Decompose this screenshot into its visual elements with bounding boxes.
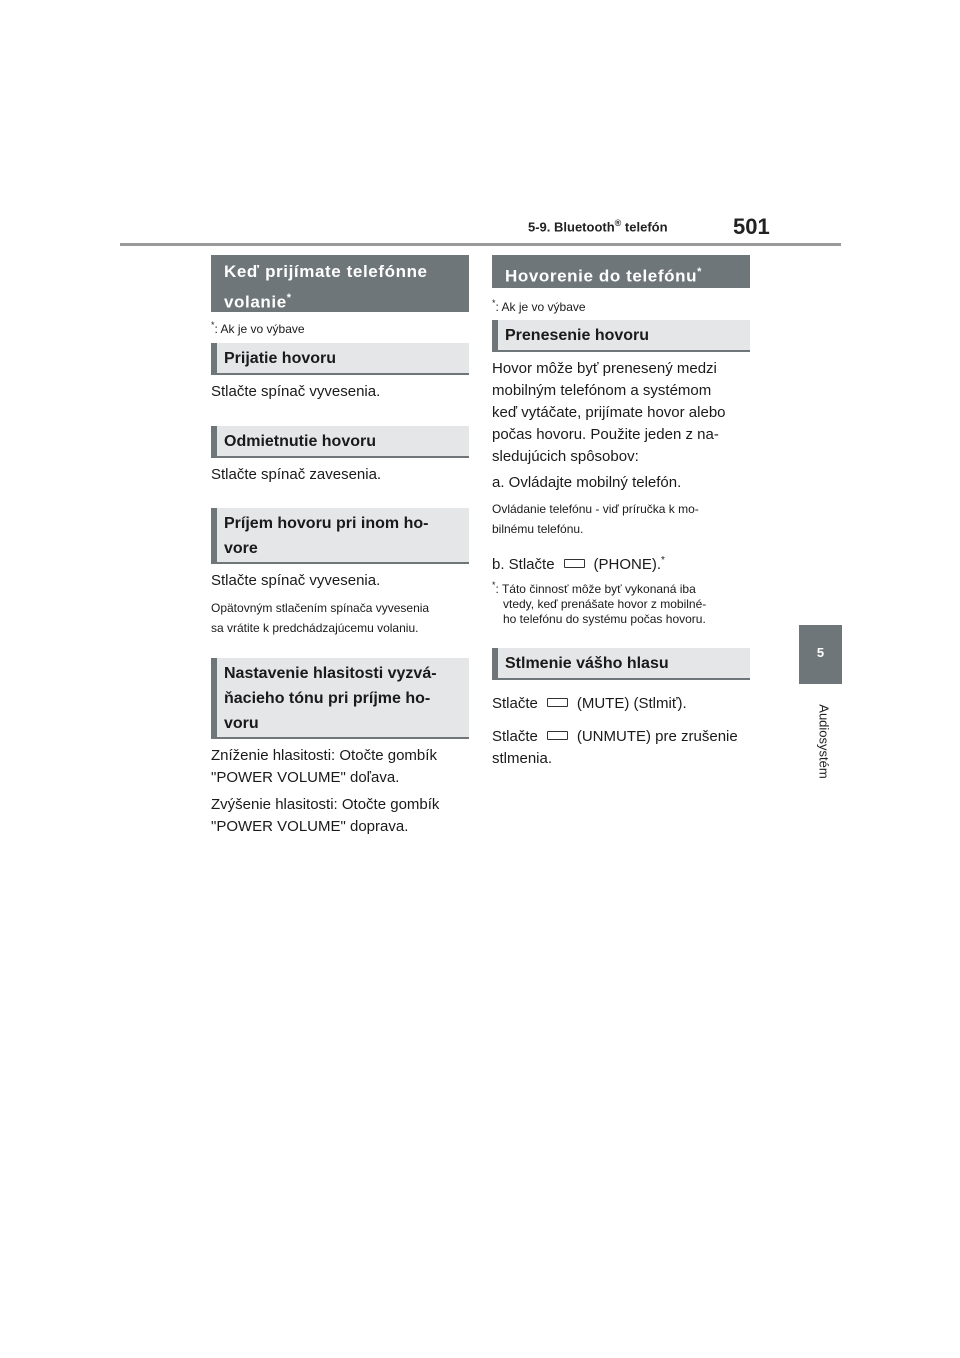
unmute-text [492, 726, 738, 770]
chapter-label: Audiosystém [816, 704, 832, 779]
subheading-ringtone-volume [211, 658, 469, 739]
volume-decrease-text [211, 745, 437, 789]
registered-mark: ® [614, 218, 622, 228]
ringtone-volume-title-line2: ňacieho tónu pri príjme ho- [224, 690, 431, 707]
main-heading-incoming-call [211, 255, 469, 312]
unmute-line2: stlmenia. [492, 750, 553, 767]
option-a-note-line2: bilnému telefónu. [492, 522, 584, 536]
footnote-line1-text: : Táto činnosť môže byť vykonaná iba [495, 582, 696, 596]
volume-decrease-line1: Zníženie hlasitosti: Otočte gombík [211, 747, 437, 764]
asterisk-mark: * [286, 292, 292, 304]
option-b-prefix: b. Stlačte [492, 556, 555, 573]
footnote-asterisk: * [492, 298, 496, 308]
subheading-answer-call: Prijatie hovoru [211, 343, 469, 375]
chapter-number: 5 [816, 645, 825, 660]
section-title-prefix: 5-9. Bluetooth [528, 219, 615, 235]
subheading-reject-call: Odmietnutie hovoru [211, 426, 469, 458]
volume-increase-line1: Zvýšenie hlasitosti: Otočte gombík [211, 796, 440, 813]
option-b-footnote-line2: vtedy, keď prenášate hovor z mobilné- [503, 597, 707, 611]
option-b-suffix: (PHONE). [593, 556, 662, 573]
unmute-prefix: Stlačte [492, 728, 538, 745]
call-transfer-line: keď vytáčate, prijímate hovor alebo [492, 404, 726, 421]
subheading-call-waiting [211, 508, 469, 564]
main-heading-line1: Keď prijímate telefónne [224, 262, 428, 281]
mute-text [492, 693, 687, 715]
phone-button-icon [564, 559, 585, 568]
section-title-suffix: telefón [621, 219, 668, 235]
main-heading-line2: volanie [224, 292, 287, 312]
option-b-footnote-line1 [492, 578, 762, 597]
call-waiting-note-line2: sa vrátite k predchádzajúcemu volaniu. [211, 621, 419, 635]
footnote-equipment [211, 318, 305, 337]
option-b-footnote [492, 578, 762, 627]
main-heading-talking [492, 255, 750, 288]
asterisk-mark: * [697, 266, 702, 278]
option-a-note [492, 499, 762, 539]
call-transfer-line: počas hovoru. Použite jeden z na- [492, 426, 719, 443]
footnote-equipment-right [492, 296, 586, 315]
volume-increase-line2: "POWER VOLUME" doprava. [211, 818, 409, 835]
unmute-suffix: (UNMUTE) pre zrušenie [576, 728, 738, 745]
option-a-text: a. Ovládajte mobilný telefón. [492, 474, 682, 491]
footnote-asterisk: * [492, 580, 496, 590]
volume-increase-text [211, 794, 439, 838]
mute-suffix: (MUTE) (Stlmiť). [576, 695, 687, 712]
ringtone-volume-title-line1: Nastavenie hlasitosti vyzvá- [224, 665, 437, 682]
option-b-text [492, 550, 665, 576]
call-waiting-text: Stlačte spínač vyvesenia. [211, 572, 381, 589]
page-number: 501 [733, 214, 770, 239]
call-transfer-text [492, 358, 762, 468]
ringtone-volume-title-line3: voru [224, 715, 259, 732]
option-a-note-line1: Ovládanie telefónu - viď príručka k mo- [492, 502, 699, 516]
unmute-line1 [492, 726, 738, 748]
call-waiting-note-line1: Opätovným stlačením spínača vyvesenia [211, 601, 430, 615]
call-waiting-title-line2: vore [224, 540, 258, 557]
asterisk-mark: * [661, 555, 665, 566]
main-heading-talking-text: Hovorenie do telefónu [505, 266, 698, 286]
subheading-call-transfer: Prenesenie hovoru [492, 320, 750, 352]
call-transfer-line: mobilným telefónom a systémom [492, 382, 712, 399]
footnote-asterisk: * [211, 320, 215, 330]
call-waiting-title-line1: Príjem hovoru pri inom ho- [224, 515, 429, 532]
answer-call-text: Stlačte spínač vyvesenia. [211, 383, 381, 400]
footnote-text: : Ak je vo výbave [214, 322, 305, 336]
mute-button-icon [547, 698, 568, 707]
main-heading-line2-wrap [224, 285, 461, 316]
footnote-text: : Ak je vo výbave [495, 300, 586, 314]
subheading-mute-voice: Stlmenie vášho hlasu [492, 648, 750, 680]
option-b-footnote-line3: ho telefónu do systému počas hovoru. [503, 612, 706, 626]
unmute-button-icon [547, 731, 568, 740]
mute-prefix: Stlačte [492, 695, 538, 712]
header-divider [120, 243, 841, 246]
call-transfer-line: sledujúcich spôsobov: [492, 448, 639, 465]
call-waiting-note [211, 598, 481, 638]
call-transfer-line: Hovor môže byť prenesený medzi [492, 360, 717, 377]
section-title [528, 218, 668, 234]
reject-call-text: Stlačte spínač zavesenia. [211, 466, 382, 483]
volume-decrease-line2: "POWER VOLUME" doľava. [211, 769, 400, 786]
